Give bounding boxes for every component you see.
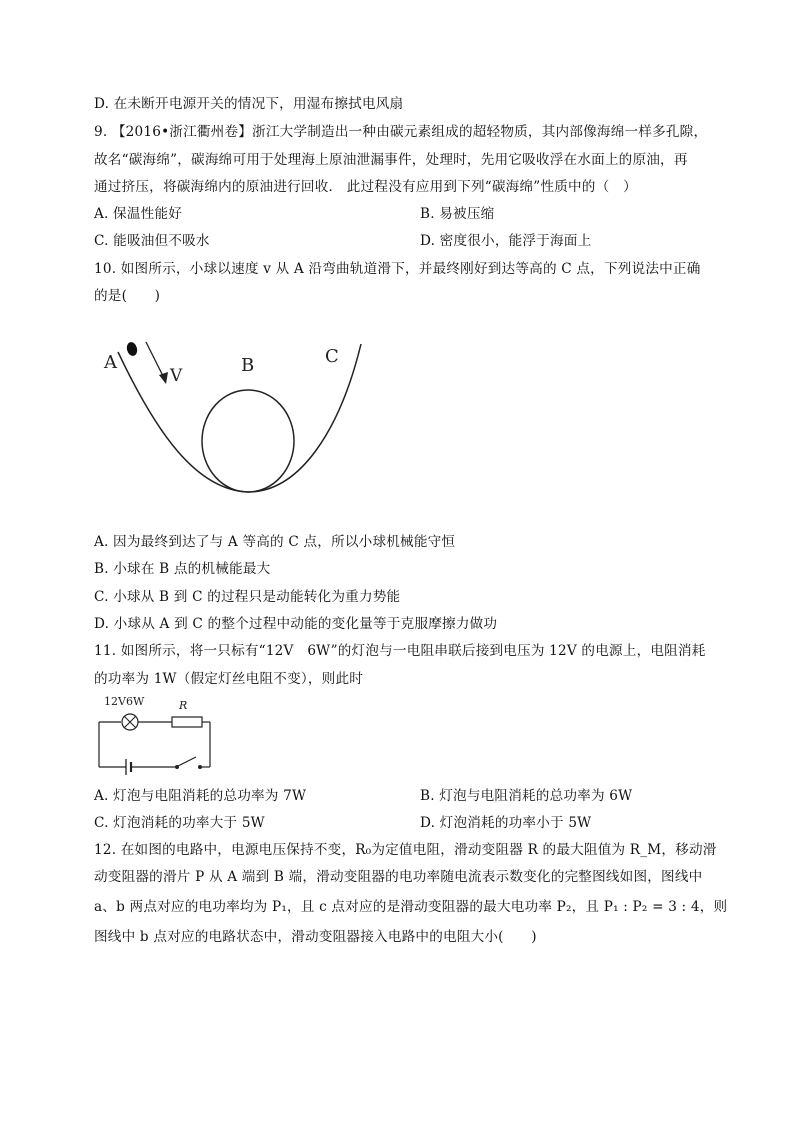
velocity-arrow <box>146 342 164 378</box>
q11-option-d: D. 灯泡消耗的功率小于 5W <box>420 815 592 831</box>
q11-option-b: B. 灯泡与电阻消耗的总功率为 6W <box>420 788 633 804</box>
label-b: B <box>241 355 255 376</box>
q9-stem-line3: 通过挤压，将碳海绵内的原油进行回收． 此过程没有应用到下列“碳海绵”性质中的（ ） <box>94 179 637 195</box>
curved-track <box>118 344 361 492</box>
q9-option-b: B. 易被压缩 <box>420 206 495 222</box>
q10-option-a: A. 因为最终到达了与 A 等高的 C 点，所以小球机械能守恒 <box>94 534 456 550</box>
label-a: A <box>104 352 117 373</box>
q9-option-d: D. 密度很小，能浮于海面上 <box>420 233 592 249</box>
switch-lever <box>178 757 196 766</box>
loop-track <box>202 390 294 492</box>
label-v: V <box>170 366 183 386</box>
q11-option-c: C. 灯泡消耗的功率大于 5W <box>94 815 265 831</box>
q11-stem-line2: 的功率为 1W（假定灯丝电阻不变），则此时 <box>94 671 364 687</box>
q9-option-c: C. 能吸油但不吸水 <box>94 233 210 249</box>
resistor-label: R <box>179 699 188 712</box>
label-c: C <box>325 346 339 367</box>
q9-stem-line1: 9. 【2016•浙江衢州卷】浙江大学制造出一种由碳元素组成的超轻物质，其内部像海绵一样多孔隙， <box>94 124 708 140</box>
ball <box>125 341 138 357</box>
q9-stem-line2: 故名“碳海绵”，碳海绵可用于处理海上原油泄漏事件，处理时，先用它吸收浮在水面上的原油，再 <box>94 152 688 168</box>
q10-option-c: C. 小球从 B 到 C 的过程只是动能转化为重力势能 <box>94 589 401 605</box>
switch-contact-right <box>198 765 202 769</box>
q12-stem-line2: 动变阻器的滑片 P 从 A 端到 B 端，滑动变阻器的电功率随电流表示数变化的完整图线如图，图线中 <box>94 869 703 885</box>
q10-option-b: B. 小球在 B 点的机械能最大 <box>94 561 271 577</box>
q12-stem-line1: 12. 在如图的电路中，电源电压保持不变，R₀为定值电阻，滑动变阻器 R 的最大阻值为 R_M，移动滑 <box>94 842 717 858</box>
q11-option-a: A. 灯泡与电阻消耗的总功率为 7W <box>94 788 307 804</box>
lamp-label: 12V6W <box>104 695 145 708</box>
lamp-icon <box>122 714 138 730</box>
q9-option-a: A. 保温性能好 <box>94 206 183 222</box>
q10-stem-line1: 10. 如图所示，小球以速度 v 从 A 沿弯曲轨道滑下，并最终刚好到达等高的 C 点，下列说法中正确 <box>94 261 701 277</box>
q10-stem-line2: 的是( ) <box>94 288 161 304</box>
q12-stem-line3: a、b 两点对应的电功率均为 P₁，且 c 点对应的是滑动变阻器的最大电功率 P₂，且 P₁ : P₂ = 3 : 4，则 <box>94 899 728 915</box>
q11-stem-line1: 11. 如图所示，将一只标有“12V 6W”的灯泡与一电阻串联后接到电压为 12V 的电源上，电阻消耗 <box>94 643 706 659</box>
resistor-icon <box>172 717 202 727</box>
switch-contact-left <box>175 765 179 769</box>
q12-stem-line4: 图线中 b 点对应的电路状态中，滑动变阻器接入电路中的电阻大小( ) <box>94 929 537 945</box>
q10-option-d: D. 小球从 A 到 C 的整个过程中动能的变化量等于克服摩擦力做功 <box>94 616 498 632</box>
velocity-arrowhead <box>159 372 168 384</box>
q8-option-d: D. 在未断开电源开关的情况下，用湿布擦拭电风扇 <box>94 96 404 112</box>
